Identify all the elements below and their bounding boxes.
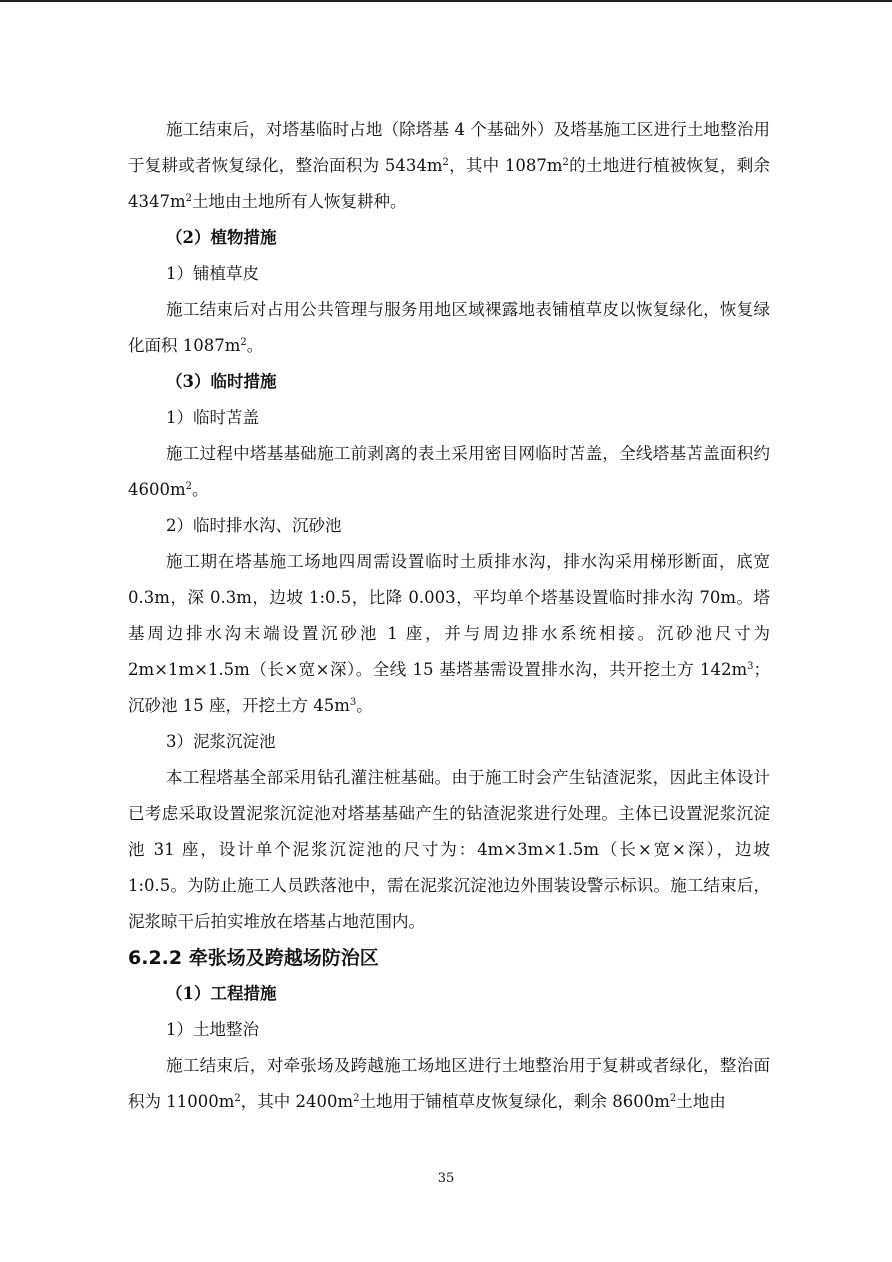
subheading-engineering-measures: （1）工程措施	[166, 984, 277, 1003]
item-land-rehabilitation: 1）土地整治	[166, 1020, 259, 1039]
page-top-border	[0, 0, 892, 2]
page-number: 35	[437, 1171, 455, 1186]
item-mud-settling-pool: 3）泥浆沉淀池	[166, 732, 276, 751]
paragraph-mud-settling-pool: 本工程塔基全部采用钻孔灌注桩基础。由于施工时会产生钻渣泥浆，因此主体设计已考虑采取设置泥浆沉淀池对塔基基础产生的钻渣泥浆进行处理。主体已设置泥浆沉淀池 31 座，设计单个泥浆沉淀池的尺寸为：4m×3m×1.5m（长×宽×深），边坡 1:0.5。为防止施工人员跌落池中，需在泥浆沉淀池边外围装设警示标识。施工结束后，泥浆晾干后拍实堆放在塔基占地范围内。	[128, 768, 770, 931]
paragraph-land-rehabilitation: 施工结束后，对牵张场及跨越施工场地区进行土地整治用于复耕或者绿化，整治面积为 $11000m^2$，其中 $2400m^2$土地用于铺植草皮恢复绿化，剩余 $8600m^2$土地由	[128, 1056, 770, 1111]
subheading-plant-measures: （2）植物措施	[166, 228, 277, 247]
document-page	[128, 112, 770, 1120]
item-drainage-ditch: 2）临时排水沟、沉砂池	[166, 516, 342, 535]
paragraph-temporary-cover: 施工过程中塔基基础施工前剥离的表土采用密目网临时苫盖，全线塔基苫盖面积约 $4600m^2$。	[128, 444, 770, 499]
item-sod-laying: 1）铺植草皮	[166, 264, 259, 283]
item-temporary-cover: 1）临时苫盖	[166, 408, 259, 427]
paragraph-sod-laying: 施工结束后对占用公共管理与服务用地区域裸露地表铺植草皮以恢复绿化，恢复绿化面积 $1087m^2$。	[128, 300, 770, 355]
paragraph-land-restoration: 施工结束后，对塔基临时占地（除塔基 4 个基础外）及塔基施工区进行土地整治用于复耕或者恢复绿化，整治面积为 $5434m^2$，其中 $1087m^2$的土地进行植被恢复，剩余 $4347m^2$土地由土地所有人恢复耕种。	[128, 120, 771, 211]
section-heading-6-2-2: 6.2.2 牵张场及跨越场防治区	[128, 947, 379, 969]
paragraph-drainage-ditch: 施工期在塔基施工场地四周需设置临时土质排水沟，排水沟采用梯形断面，底宽 0.3m，深 0.3m，边坡 1:0.5，比降 0.003，平均单个塔基设置临时排水沟 70m。塔基周边排水沟末端设置沉砂池 1 座，并与周边排水系统相接。沉砂池尺寸为 2m×1m×1.5m（长×宽×深）。全线 15 基塔基需设置排水沟，共开挖土方 $142m^3$；沉砂池 15 座，开挖土方 $45m^3$。	[128, 552, 770, 715]
subheading-temporary-measures: （3）临时措施	[166, 372, 277, 391]
